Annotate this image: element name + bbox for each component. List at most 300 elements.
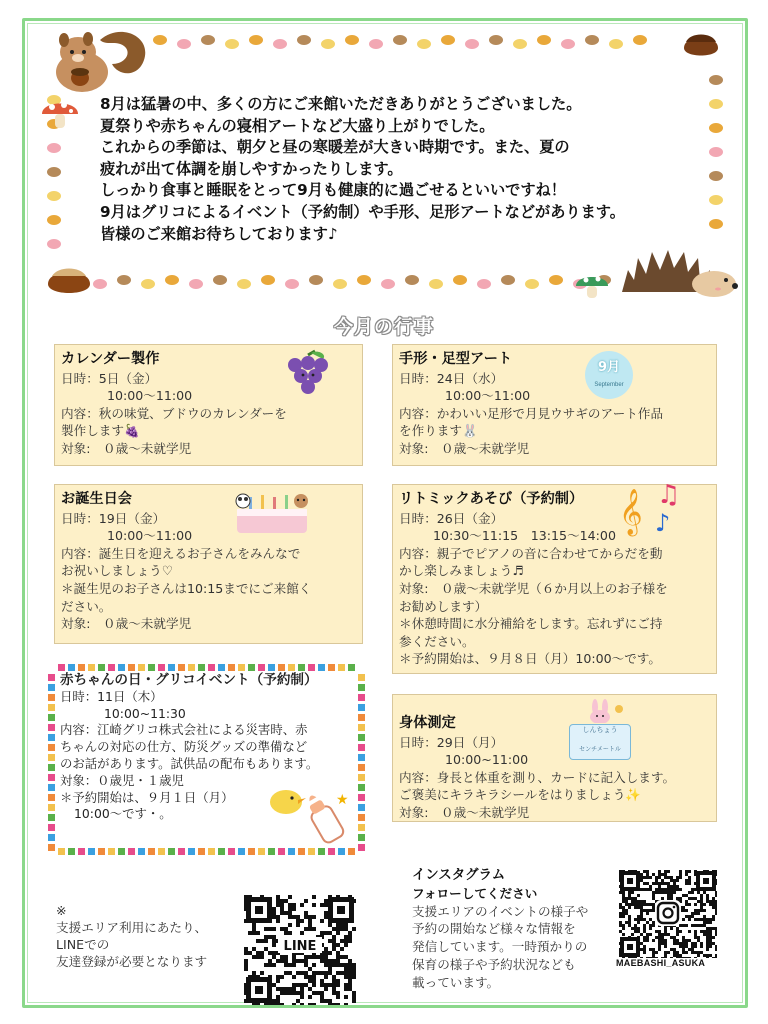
qr-module bbox=[272, 935, 276, 939]
qr-module bbox=[667, 897, 670, 900]
qr-module bbox=[658, 945, 661, 948]
qr-module bbox=[691, 897, 694, 900]
border-square bbox=[48, 684, 55, 691]
qr-module bbox=[700, 951, 703, 954]
qr-module bbox=[685, 939, 688, 942]
qr-module bbox=[328, 983, 332, 987]
qr-module bbox=[688, 879, 691, 882]
qr-module bbox=[667, 870, 670, 873]
height-sign-unit: センチメートル bbox=[579, 745, 621, 753]
qr-module bbox=[622, 891, 625, 894]
qr-module bbox=[658, 948, 661, 951]
qr-module bbox=[712, 918, 715, 921]
qr-module bbox=[700, 900, 703, 903]
border-square bbox=[298, 664, 305, 671]
qr-module bbox=[631, 891, 634, 894]
qr-module bbox=[673, 882, 676, 885]
border-square bbox=[318, 664, 325, 671]
qr-module bbox=[300, 991, 304, 995]
qr-module bbox=[304, 899, 308, 903]
qr-module bbox=[272, 939, 276, 943]
border-square bbox=[188, 664, 195, 671]
qr-module bbox=[344, 935, 348, 939]
qr-module bbox=[652, 954, 655, 957]
qr-module bbox=[276, 899, 280, 903]
instagram-info bbox=[412, 867, 588, 992]
qr-module bbox=[332, 979, 336, 983]
qr-module bbox=[622, 933, 625, 936]
qr-module bbox=[328, 1003, 332, 1005]
qr-module bbox=[280, 911, 284, 915]
svg-text:★: ★ bbox=[336, 792, 349, 808]
event-card-birthday bbox=[54, 484, 363, 644]
border-square bbox=[158, 848, 165, 855]
qr-module bbox=[272, 1003, 276, 1005]
border-square bbox=[258, 664, 265, 671]
qr-module bbox=[308, 955, 312, 959]
september-badge bbox=[585, 351, 633, 399]
qr-module bbox=[292, 955, 296, 959]
qr-module bbox=[324, 947, 328, 951]
qr-module bbox=[652, 921, 655, 924]
qr-module bbox=[252, 923, 256, 927]
qr-module bbox=[619, 912, 622, 915]
qr-module bbox=[643, 909, 646, 912]
qr-module bbox=[328, 967, 332, 971]
qr-module bbox=[643, 936, 646, 939]
qr-module bbox=[703, 891, 706, 894]
qr-module bbox=[352, 975, 356, 979]
qr-module bbox=[643, 876, 646, 879]
border-dot bbox=[441, 35, 455, 45]
qr-module bbox=[628, 918, 631, 921]
qr-module bbox=[646, 870, 649, 873]
qr-module bbox=[715, 903, 717, 906]
qr-module bbox=[332, 963, 336, 967]
qr-module bbox=[308, 915, 312, 919]
qr-module bbox=[637, 906, 640, 909]
qr-module bbox=[348, 939, 352, 943]
qr-module bbox=[709, 954, 712, 957]
qr-module bbox=[304, 959, 308, 963]
qr-module bbox=[348, 971, 352, 975]
qr-module bbox=[336, 951, 340, 955]
greeting-line: 疲れが出て体調を崩しやすかったりします。 bbox=[100, 159, 403, 178]
qr-module bbox=[280, 927, 284, 931]
qr-module bbox=[691, 924, 694, 927]
qr-module bbox=[676, 939, 679, 942]
qr-module bbox=[280, 959, 284, 963]
qr-module bbox=[706, 918, 709, 921]
qr-module bbox=[280, 975, 284, 979]
qr-module bbox=[264, 939, 268, 943]
event-content: 内容：江崎グリコ株式会社による災害時、赤 bbox=[60, 722, 308, 738]
border-dot bbox=[141, 279, 155, 289]
qr-module bbox=[312, 915, 316, 919]
qr-module bbox=[316, 955, 320, 959]
qr-module bbox=[649, 933, 652, 936]
qr-module bbox=[646, 903, 649, 906]
qr-module bbox=[706, 942, 709, 945]
qr-module bbox=[643, 945, 646, 948]
event-title: リトミックあそび（予約制） bbox=[399, 491, 584, 507]
qr-module bbox=[655, 951, 658, 954]
qr-module bbox=[643, 903, 646, 906]
greeting-line: 9月はグリコによるイベント（予約制）や手形、足形アートなどがあります。 bbox=[100, 202, 625, 221]
border-dot bbox=[273, 39, 287, 49]
qr-module bbox=[694, 903, 697, 906]
mushroom-icon bbox=[40, 96, 80, 132]
border-square bbox=[118, 848, 125, 855]
greeting-line: 夏祭りや赤ちゃんの寝相アートなど大盛り上がりでした。 bbox=[100, 116, 495, 135]
qr-module bbox=[682, 939, 685, 942]
qr-module bbox=[697, 936, 700, 939]
qr-module bbox=[296, 915, 300, 919]
qr-module bbox=[688, 876, 691, 879]
qr-module bbox=[637, 894, 640, 897]
qr-module bbox=[256, 939, 260, 943]
qr-module bbox=[272, 911, 276, 915]
qr-module bbox=[634, 897, 637, 900]
qr-module bbox=[712, 927, 715, 930]
border-square bbox=[48, 724, 55, 731]
qr-module bbox=[288, 931, 292, 935]
border-square bbox=[118, 664, 125, 671]
line-note-line: ※ bbox=[56, 903, 67, 918]
qr-module bbox=[700, 897, 703, 900]
qr-module bbox=[712, 903, 715, 906]
line-qr-code[interactable] bbox=[244, 895, 356, 1005]
qr-module bbox=[625, 921, 628, 924]
qr-module bbox=[652, 897, 655, 900]
qr-module bbox=[694, 951, 697, 954]
qr-module bbox=[296, 983, 300, 987]
qr-module bbox=[300, 987, 304, 991]
qr-module bbox=[658, 888, 661, 891]
qr-module bbox=[344, 963, 348, 967]
qr-module bbox=[252, 927, 256, 931]
qr-module bbox=[673, 891, 676, 894]
border-dot bbox=[189, 279, 203, 289]
border-dot bbox=[453, 275, 467, 285]
border-square bbox=[88, 664, 95, 671]
qr-module bbox=[658, 942, 661, 945]
qr-module bbox=[340, 927, 344, 931]
qr-module bbox=[685, 945, 688, 948]
qr-module bbox=[312, 975, 316, 979]
line-note bbox=[56, 902, 207, 970]
qr-module bbox=[340, 955, 344, 959]
border-square bbox=[358, 704, 365, 711]
qr-module bbox=[700, 903, 703, 906]
border-dot bbox=[345, 35, 359, 45]
qr-module bbox=[252, 931, 256, 935]
qr-module bbox=[640, 879, 643, 882]
qr-module bbox=[332, 947, 336, 951]
border-dot bbox=[153, 35, 167, 45]
border-square bbox=[138, 664, 145, 671]
qr-module bbox=[332, 1003, 336, 1005]
event-content: 内容：誕生日を迎えるお子さんをみんなで bbox=[61, 545, 301, 561]
border-square bbox=[358, 754, 365, 761]
qr-module bbox=[712, 906, 715, 909]
event-content: のお話があります。試供品の配布もあります。 bbox=[60, 755, 319, 771]
qr-module bbox=[649, 924, 652, 927]
instagram-line: 発信しています。一時預かりの bbox=[412, 939, 588, 955]
qr-module bbox=[700, 918, 703, 921]
qr-module bbox=[328, 959, 332, 963]
qr-module bbox=[712, 936, 715, 939]
greeting-text bbox=[100, 94, 720, 245]
qr-module bbox=[344, 971, 348, 975]
qr-module bbox=[691, 915, 694, 918]
qr-module bbox=[252, 971, 256, 975]
qr-module bbox=[332, 927, 336, 931]
qr-module bbox=[268, 927, 272, 931]
qr-module bbox=[252, 947, 256, 951]
qr-module bbox=[344, 995, 348, 999]
qr-module bbox=[304, 971, 308, 975]
border-dot bbox=[609, 39, 623, 49]
qr-module bbox=[260, 951, 264, 955]
qr-module bbox=[300, 959, 304, 963]
qr-module bbox=[308, 979, 312, 983]
qr-module bbox=[288, 911, 292, 915]
qr-module bbox=[661, 882, 664, 885]
qr-module bbox=[634, 906, 637, 909]
qr-module bbox=[324, 915, 328, 919]
qr-module bbox=[646, 876, 649, 879]
qr-module bbox=[715, 945, 717, 948]
chestnut-icon bbox=[44, 262, 94, 298]
qr-module bbox=[336, 971, 340, 975]
qr-module bbox=[634, 900, 637, 903]
border-dot bbox=[405, 275, 419, 285]
qr-module bbox=[685, 870, 688, 873]
qr-module bbox=[649, 909, 652, 912]
qr-module bbox=[276, 979, 280, 983]
qr-module bbox=[332, 975, 336, 979]
qr-module bbox=[320, 959, 324, 963]
qr-module bbox=[652, 924, 655, 927]
qr-module bbox=[336, 943, 340, 947]
qr-module bbox=[673, 942, 676, 945]
qr-module bbox=[268, 959, 272, 963]
event-time: 10:00～11:00 bbox=[107, 528, 193, 544]
qr-module bbox=[280, 991, 284, 995]
qr-module bbox=[284, 931, 288, 935]
event-time: 10:00~11:30 bbox=[104, 705, 186, 721]
instagram-follow: フォローしてください bbox=[412, 885, 538, 901]
qr-module bbox=[300, 983, 304, 987]
qr-module bbox=[694, 912, 697, 915]
qr-module bbox=[292, 1003, 296, 1005]
qr-module bbox=[340, 923, 344, 927]
instagram-qr-code[interactable] bbox=[619, 870, 717, 958]
qr-module bbox=[284, 987, 288, 991]
border-dot bbox=[501, 275, 515, 285]
qr-module bbox=[634, 918, 637, 921]
event-title: 赤ちゃんの日・グリコイベント（予約制） bbox=[60, 672, 318, 688]
qr-module bbox=[646, 882, 649, 885]
qr-module bbox=[288, 991, 292, 995]
border-square bbox=[228, 848, 235, 855]
qr-module bbox=[700, 942, 703, 945]
qr-module bbox=[264, 963, 268, 967]
qr-module bbox=[652, 948, 655, 951]
qr-module bbox=[679, 876, 682, 879]
qr-module bbox=[706, 930, 709, 933]
qr-module bbox=[280, 907, 284, 911]
qr-module bbox=[658, 876, 661, 879]
greeting-line: 8月は猛暑の中、多くの方にご来館いただきありがとうございました。 bbox=[100, 95, 582, 113]
greeting-line: しっかり食事と睡眠をとって9月も健康的に過ごせるといいですね！ bbox=[100, 181, 566, 200]
qr-module bbox=[715, 900, 717, 903]
qr-module bbox=[336, 955, 340, 959]
qr-module bbox=[284, 991, 288, 995]
qr-module bbox=[272, 927, 276, 931]
qr-module bbox=[685, 915, 688, 918]
qr-module bbox=[673, 885, 676, 888]
qr-module bbox=[628, 891, 631, 894]
event-card-calendar bbox=[54, 344, 363, 466]
qr-module bbox=[679, 954, 682, 957]
qr-module bbox=[631, 903, 634, 906]
qr-module bbox=[328, 999, 332, 1003]
event-date: 日時：11日（木） bbox=[60, 688, 163, 704]
border-square bbox=[208, 664, 215, 671]
qr-module bbox=[688, 891, 691, 894]
qr-module bbox=[622, 912, 625, 915]
qr-module bbox=[673, 888, 676, 891]
border-dot bbox=[633, 35, 647, 45]
qr-module bbox=[697, 918, 700, 921]
border-square bbox=[178, 664, 185, 671]
event-target: 対象: ０歳～未就学児 bbox=[399, 804, 530, 820]
height-sign bbox=[569, 724, 631, 760]
qr-module bbox=[685, 900, 688, 903]
border-square bbox=[98, 664, 105, 671]
qr-module bbox=[312, 1003, 316, 1005]
line-qr-label: LINE bbox=[283, 939, 317, 954]
qr-module bbox=[649, 876, 652, 879]
qr-module bbox=[324, 931, 328, 935]
qr-module bbox=[288, 971, 292, 975]
baby-bottle-chick-icon bbox=[264, 784, 360, 850]
event-title: カレンダー製作 bbox=[61, 351, 160, 367]
qr-module bbox=[658, 873, 661, 876]
qr-module bbox=[652, 951, 655, 954]
qr-module bbox=[676, 933, 679, 936]
qr-module bbox=[715, 927, 717, 930]
qr-module bbox=[661, 897, 664, 900]
event-content: ちゃんの対応の仕方、防災グッズの準備など bbox=[60, 739, 308, 755]
qr-module bbox=[673, 936, 676, 939]
qr-module bbox=[673, 939, 676, 942]
qr-module bbox=[643, 924, 646, 927]
border-square bbox=[48, 764, 55, 771]
qr-module bbox=[706, 936, 709, 939]
event-target: 対象: ０歳～未就学児 bbox=[61, 616, 192, 632]
qr-module bbox=[316, 991, 320, 995]
border-square bbox=[48, 754, 55, 761]
border-dot bbox=[429, 279, 443, 289]
border-square bbox=[228, 664, 235, 671]
qr-module bbox=[709, 936, 712, 939]
qr-module bbox=[304, 911, 308, 915]
border-square bbox=[68, 664, 75, 671]
qr-module bbox=[276, 975, 280, 979]
qr-module bbox=[244, 967, 248, 971]
qr-module bbox=[352, 991, 356, 995]
qr-module bbox=[679, 924, 682, 927]
qr-module bbox=[292, 991, 296, 995]
qr-module bbox=[658, 891, 661, 894]
qr-module bbox=[643, 882, 646, 885]
qr-module bbox=[272, 955, 276, 959]
qr-module bbox=[655, 876, 658, 879]
qr-module bbox=[352, 927, 356, 931]
qr-module bbox=[637, 918, 640, 921]
qr-module bbox=[709, 903, 712, 906]
qr-module bbox=[715, 912, 717, 915]
qr-module bbox=[709, 900, 712, 903]
qr-module bbox=[679, 873, 682, 876]
qr-module bbox=[300, 1003, 304, 1005]
border-square bbox=[198, 848, 205, 855]
border-square bbox=[48, 674, 55, 681]
qr-module bbox=[284, 899, 288, 903]
qr-module bbox=[622, 900, 625, 903]
qr-module bbox=[276, 999, 280, 1003]
qr-module bbox=[664, 942, 667, 945]
qr-module bbox=[292, 959, 296, 963]
event-title: 手形・足型アート bbox=[399, 351, 513, 367]
border-dot bbox=[393, 35, 407, 45]
qr-module bbox=[312, 979, 316, 983]
qr-module bbox=[688, 948, 691, 951]
qr-module bbox=[352, 963, 356, 967]
qr-module bbox=[276, 895, 280, 899]
border-square bbox=[208, 848, 215, 855]
border-square bbox=[158, 664, 165, 671]
qr-module bbox=[685, 951, 688, 954]
border-dot bbox=[477, 279, 491, 289]
qr-module bbox=[715, 894, 717, 897]
qr-module bbox=[709, 918, 712, 921]
border-square bbox=[348, 664, 355, 671]
qr-module bbox=[344, 975, 348, 979]
qr-module bbox=[697, 891, 700, 894]
qr-module bbox=[264, 927, 268, 931]
event-content: お祝いしましょう♡ bbox=[61, 563, 174, 579]
qr-module bbox=[628, 924, 631, 927]
border-square bbox=[48, 784, 55, 791]
qr-module bbox=[712, 900, 715, 903]
border-square bbox=[98, 848, 105, 855]
qr-module bbox=[348, 983, 352, 987]
qr-module bbox=[625, 912, 628, 915]
qr-module bbox=[320, 991, 324, 995]
qr-module bbox=[312, 955, 316, 959]
border-square bbox=[328, 664, 335, 671]
qr-module bbox=[682, 936, 685, 939]
qr-module bbox=[649, 948, 652, 951]
qr-module bbox=[244, 947, 248, 951]
border-square bbox=[218, 848, 225, 855]
qr-module bbox=[640, 918, 643, 921]
qr-module bbox=[328, 963, 332, 967]
